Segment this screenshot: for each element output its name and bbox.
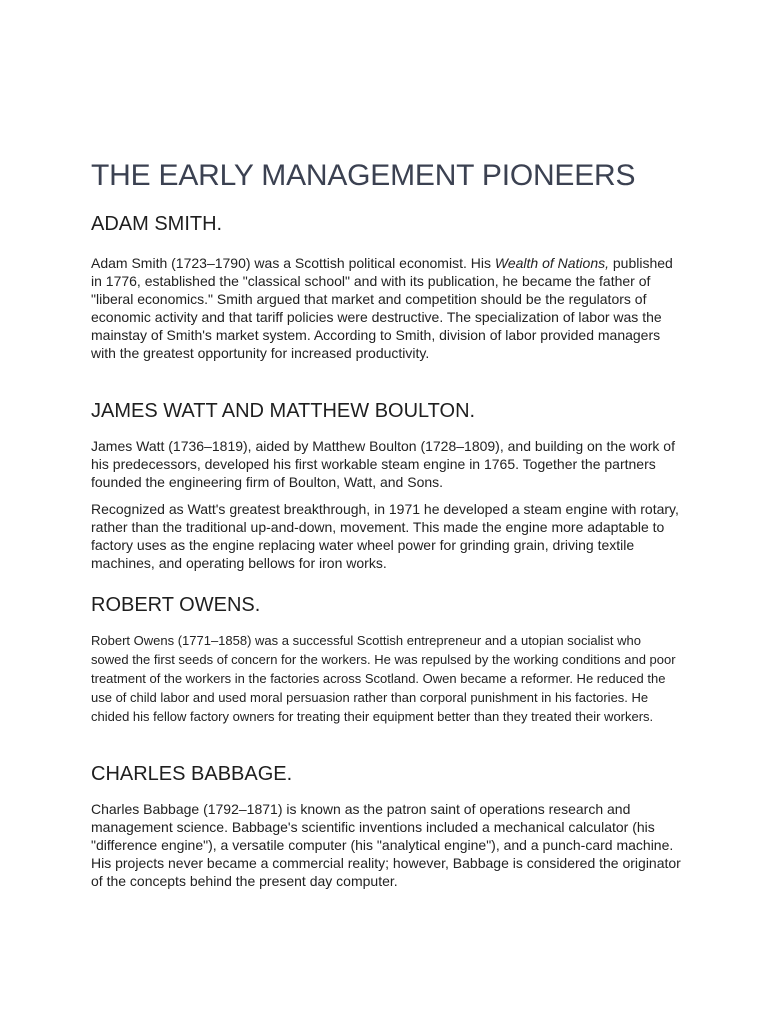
section-charles-babbage bbox=[91, 760, 681, 890]
section-watt-boulton bbox=[91, 397, 681, 572]
section-heading: ROBERT OWENS. bbox=[91, 594, 261, 616]
section-paragraph bbox=[91, 254, 681, 362]
book-title-emphasis: Wealth of Nations, bbox=[494, 255, 609, 271]
section-paragraph: Robert Owens (1771–1858) was a successful Scottish entrepreneur and a utopian socialist who sowed the first seeds of concern for the workers. He was repulsed by the working conditions and poor treatment of the workers in the factories across Scotland. Owen became a reformer. He reduced the use of child labor and used moral persuasion rather than corporal punishment in his factories. He chided his fellow factory owners for treating their equipment better than they treated their workers. bbox=[91, 633, 676, 724]
section-adam-smith bbox=[91, 210, 681, 362]
section-paragraph: James Watt (1736–1819), aided by Matthew Boulton (1728–1809), and building on the work of his predecessors, developed his first workable steam engine in 1765. Together the partners founded the engineering firm of Boulton, Watt, and Sons. bbox=[91, 438, 675, 490]
paragraph-text: published in 1776, established the "classical school" and with its publication, he became the father of "liberal economics." Smith argued that market and competition should be the regulators of economic activity and that tariff policies were destructive. The specialization of labor was the mainstay of Smith's market system. According to Smith, division of labor provided managers with the greatest opportunity for increased productivity. bbox=[91, 255, 673, 361]
paragraph-text: Adam Smith (1723–1790) was a Scottish political economist. His bbox=[91, 255, 495, 271]
section-paragraph: Charles Babbage (1792–1871) is known as the patron saint of operations research and management science. Babbage's scientific inventions included a mechanical calculator (his "difference engine"), a versatile computer (his "analytical engine"), and a punch-card machine. His projects never became a commercial reality; however, Babbage is considered the originator of the concepts behind the present day computer. bbox=[91, 801, 681, 889]
document-title: THE EARLY MANAGEMENT PIONEERS bbox=[91, 159, 636, 192]
section-robert-owens bbox=[91, 591, 681, 726]
section-heading: JAMES WATT AND MATTHEW BOULTON. bbox=[91, 400, 476, 422]
section-heading: ADAM SMITH. bbox=[91, 213, 223, 235]
section-paragraph: Recognized as Watt's greatest breakthrough, in 1971 he developed a steam engine with rotary, rather than the traditional up-and-down, movement. This made the engine more adaptable to factory uses as the engine replacing water wheel power for grinding grain, driving textile machines, and operating bellows for iron works. bbox=[91, 501, 679, 571]
section-heading: CHARLES BABBAGE. bbox=[91, 763, 293, 785]
